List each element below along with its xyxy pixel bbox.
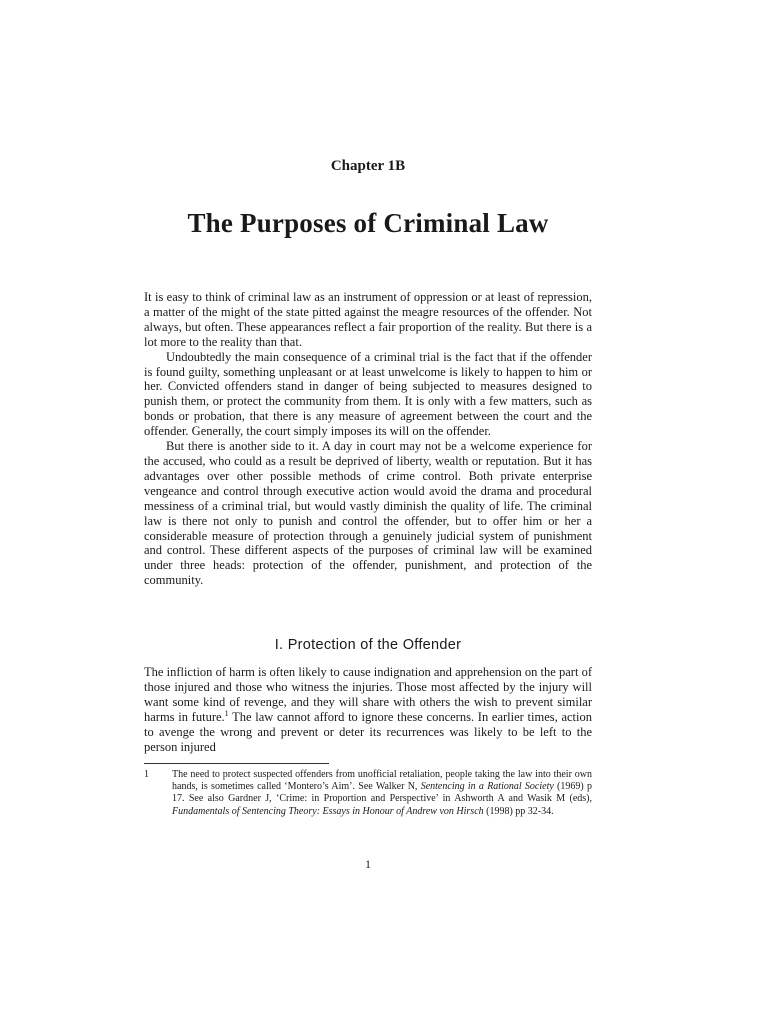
section-paragraph-text: The infliction of harm is often likely to cause indignation and apprehension on the part of those injured and those who witness the injuries. Those most affected by the injury will want some kind of revenge, and they will share with others the wish to prevent similar harms in future. [144, 665, 592, 724]
footnote-reference[interactable]: 1 [224, 708, 229, 718]
footnote-text [172, 769, 592, 818]
intro-paragraph: But there is another side to it. A day in court may not be a welcome experience for the accused, who could as a result be deprived of liberty, wealth or reputation. But it has advantages over other possible methods of crime control. Both private enterprise vengeance and control through executive action would avoid the drama and procedural messiness of a criminal trial, but would vastly diminish the quality of life. The criminal law is there not only to punish and control the offender, but to offer him or her a considerable measure of protection through a genuinely judicial system of punishment and control. These different aspects of the purposes of criminal law will be examined under three heads: protection of the offender, punishment, and protection of the community. [144, 439, 592, 588]
footnote-citation-title: Fundamentals of Sentencing Theory: Essays in Honour of Andrew von Hirsch [172, 805, 484, 817]
chapter-title: The Purposes of Criminal Law [187, 208, 549, 238]
footnote-text-part: (1998) pp 32-34. [483, 805, 554, 817]
intro-text [144, 290, 592, 588]
footnote [144, 769, 592, 818]
section-text [144, 665, 592, 754]
page-number: 1 [365, 857, 371, 871]
section-heading: I. Protection of the Offender [274, 637, 462, 653]
section-paragraph [144, 665, 592, 754]
intro-paragraph: It is easy to think of criminal law as an instrument of oppression or at least of repression, a matter of the might of the state pitted against the meagre resources of the offender. Not always, but often. These appearances reflect a fair proportion of the reality. But there is a lot more to the reality than that. [144, 290, 592, 349]
section-paragraph-text-continued: The law cannot afford to ignore these concerns. In earlier times, action to avenge the wrong and prevent or deter its recurrences was likely to be left to the person injured [144, 709, 592, 754]
footnote-number: 1 [144, 769, 149, 780]
intro-paragraph: Undoubtedly the main consequence of a criminal trial is the fact that if the offender is found guilty, something unpleasant or at least unwelcome is likely to happen to him or her. Convicted offenders stand in danger of being subjected to measures designed to punish them, or protect the community from them. It is only with a few matters, such as bonds or probation, that there is any measure of agreement between the court and the offender. Generally, the court simply imposes its will on the offender. [144, 349, 592, 439]
footnote-divider [144, 763, 329, 764]
footnote-text-part: (1969) p 17. See also Gardner J, ‘Crime: in Proportion and Perspective’ in Ashworth A and Wasik M (eds), [172, 781, 592, 805]
chapter-label: Chapter 1B [330, 158, 406, 174]
footnote-text-part: The need to protect suspected offenders from unofficial retaliation, people taking the law into their own hands, is sometimes called ‘Montero’s Aim’. See Walker N, [172, 769, 592, 793]
footnote-citation-title: Sentencing in a Rational Society [420, 781, 554, 793]
